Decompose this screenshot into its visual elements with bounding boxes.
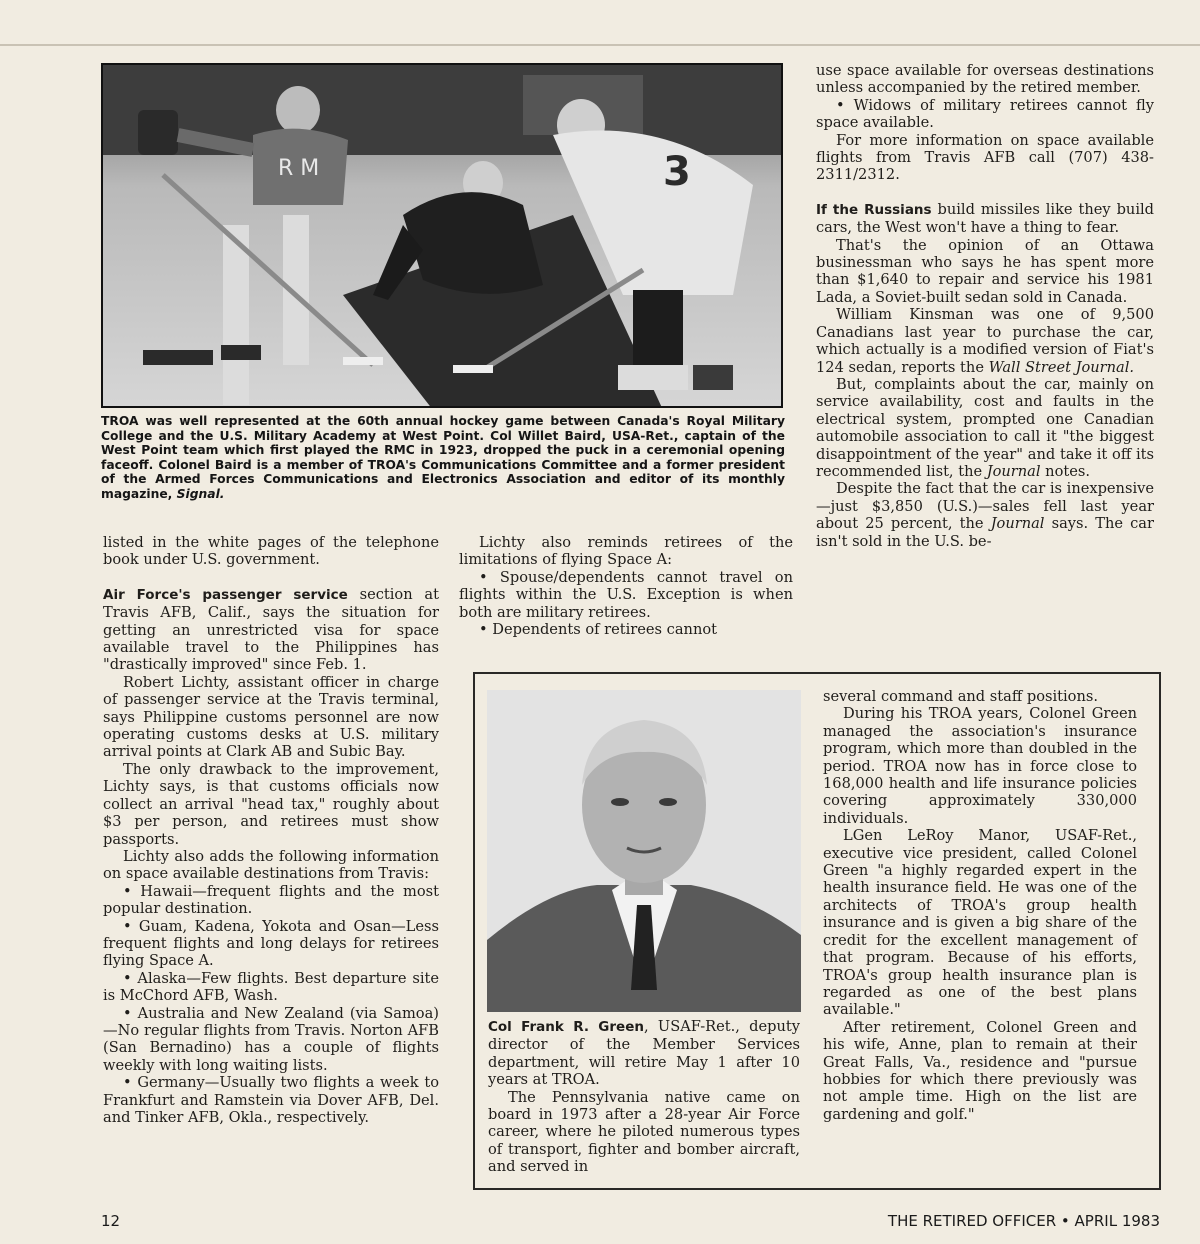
- col3-text: notes.: [1040, 462, 1090, 480]
- column-1: [103, 534, 439, 1126]
- box-paragraph: The Pennsylvania native came on board in 1973 after a 28-year Air Force career, where he piloted numerous types of transport, fighter and bomber aircraft, and served in: [488, 1088, 800, 1176]
- col3-paragraph: [816, 306, 1154, 376]
- col3-italic: Journal: [990, 515, 1045, 533]
- box-paragraph: LGen LeRoy Manor, USAF-Ret., executive vice president, called Colonel Green "a highly regarded expert in the health insurance field. He was one of the architects of TROA's group health insurance and is given a big share of the credit for the excellent management of that program. Because of his efforts, TROA's group health insurance plan is regarded as one of the best plans available.": [823, 827, 1137, 1019]
- svg-text:3: 3: [663, 149, 691, 195]
- top-rule: [0, 44, 1200, 46]
- col1-text: section at Travis AFB, Calif., says the situation for getting an unrestricted visa for space available travel to the Philippines has "drastically improved" since Feb. 1.: [103, 585, 439, 674]
- publication-footer: THE RETIRED OFFICER • APRIL 1983: [887, 1212, 1160, 1230]
- col1-paragraph: listed in the white pages of the telephone book under U.S. government.: [103, 534, 439, 569]
- box-paragraph: During his TROA years, Colonel Green managed the association's insurance program, which more than doubled in the period. TROA now has in force close to 168,000 health and life insurance policies covering approximately 330,000 individuals.: [823, 705, 1137, 827]
- column-3: [816, 62, 1154, 550]
- col1-bullet: • Australia and New Zealand (via Samoa)—No regular flights from Travis. Norton AFB (San Bernadino) has a couple of flights weekly with long waiting lists.: [103, 1004, 439, 1074]
- caption-magazine-title: Signal.: [176, 486, 225, 501]
- portrait-photo: [487, 690, 801, 1012]
- box-right-column: [823, 688, 1137, 1123]
- col3-paragraph: use space available for overseas destinations unless accompanied by the retired member.: [816, 62, 1154, 97]
- caption-text: TROA was well represented at the 60th annual hockey game between Canada's Royal Military College and the U.S. Military Academy at West Point. Col Willet Baird, USA-Ret., captain of the West Point team which first played the RMC in 1923, dropped the puck in a ceremonial opening faceoff. Colonel Baird is a member of TROA's Communications Committee and a former president of the Armed Forces Communications and Electronics Association and editor of its monthly magazine,: [101, 414, 785, 501]
- col3-paragraph: That's the opinion of an Ottawa businessman who says he has spent more than $1,640 to repair and service his 1981 Lada, a Soviet-built sedan sold in Canada.: [816, 236, 1154, 306]
- hockey-faceoff-photo: [101, 63, 783, 408]
- col1-paragraph: Lichty also adds the following information on space available destinations from Travis:: [103, 847, 439, 883]
- col3-paragraph: [816, 480, 1154, 550]
- col1-bullet: • Germany—Usually two flights a week to Frankfurt and Ramstein via Dover AFB, Del. and Tinker AFB, Okla., respectively.: [103, 1074, 439, 1126]
- col3-text: says. The car isn't sold in the U.S. be-: [816, 515, 1154, 550]
- section-lead-russians: If the Russians: [816, 201, 932, 218]
- box-paragraph: [488, 1018, 800, 1089]
- section-lead-air-force: Air Force's passenger service: [103, 586, 348, 603]
- svg-text:R M: R M: [278, 156, 320, 181]
- col3-paragraph: [816, 376, 1154, 480]
- col1-bullet: • Hawaii—frequent flights and the most popular destination.: [103, 882, 439, 918]
- box-text: , USAF-Ret., deputy director of the Member Services department, will retire May 1 after 10 years at TROA.: [488, 1018, 801, 1089]
- col2-bullet: • Dependents of retirees cannot: [479, 621, 718, 639]
- col3-paragraph: For more information on space available flights from Travis AFB call (707) 438-2311/2312.: [816, 131, 1154, 184]
- box-left-column: [488, 1018, 800, 1176]
- col3-text: build missiles like they build cars, the West won't have a thing to fear.: [816, 200, 1154, 237]
- col1-paragraph: The only drawback to the improvement, Lichty says, is that customs officials now collect an arrival "head tax," roughly about $3 per person, and retirees must show passports.: [103, 760, 439, 848]
- col3-paragraph: [816, 201, 1154, 237]
- col1-paragraph: Robert Lichty, assistant officer in charge of passenger service at the Travis terminal, says Philippine customs personnel are now operating customs desks at U.S. military arrival points at Clark AB and Subic Bay.: [103, 673, 439, 761]
- person-name: Col Frank R. Green: [488, 1019, 644, 1035]
- col3-italic: Wall Street Journal.: [988, 358, 1135, 376]
- col1-paragraph: [103, 586, 439, 674]
- col1-bullet: • Alaska—Few flights. Best departure site is McChord AFB, Wash.: [103, 969, 439, 1005]
- col3-text: But, complaints about the car, mainly on service availability, cost and faults in the electrical system, prompted one Canadian automobile association to call it "the biggest disappointment of the year" and take it off its recommended list, the: [816, 375, 1154, 480]
- hockey-photo-image: [103, 65, 783, 408]
- col3-text: Despite the fact that the car is inexpensive—just $3,850 (U.S.)—sales fell last year about 25 percent, the: [816, 480, 1154, 533]
- col2-bullet: • Spouse/dependents cannot travel on flights within the U.S. Exception is when both are military retirees.: [459, 568, 793, 621]
- col1-bullet: • Guam, Kadena, Yokota and Osan—Less frequent flights and long delays for retirees flying Space A.: [103, 917, 439, 970]
- col3-italic: Journal: [986, 462, 1041, 480]
- box-paragraph: several command and staff positions.: [823, 688, 1098, 705]
- box-paragraph: After retirement, Colonel Green and his wife, Anne, plan to remain at their Great Falls, Va., residence and "pursue hobbies for which there previously was not ample time. High on the list are gardening and golf.": [823, 1018, 1137, 1123]
- page-number: 12: [101, 1212, 121, 1230]
- col3-text: William Kinsman was one of 9,500 Canadians last year to purchase the car, which actually is a modified version of Fiat's 124 sedan, reports the: [816, 306, 1154, 376]
- portrait-image: [487, 690, 801, 1012]
- hockey-photo-caption: [101, 414, 785, 501]
- col2-paragraph: Lichty also reminds retirees of the limitations of flying Space A:: [459, 534, 793, 569]
- column-2: [459, 534, 793, 638]
- col3-bullet: • Widows of military retirees cannot fly space available.: [816, 96, 1154, 132]
